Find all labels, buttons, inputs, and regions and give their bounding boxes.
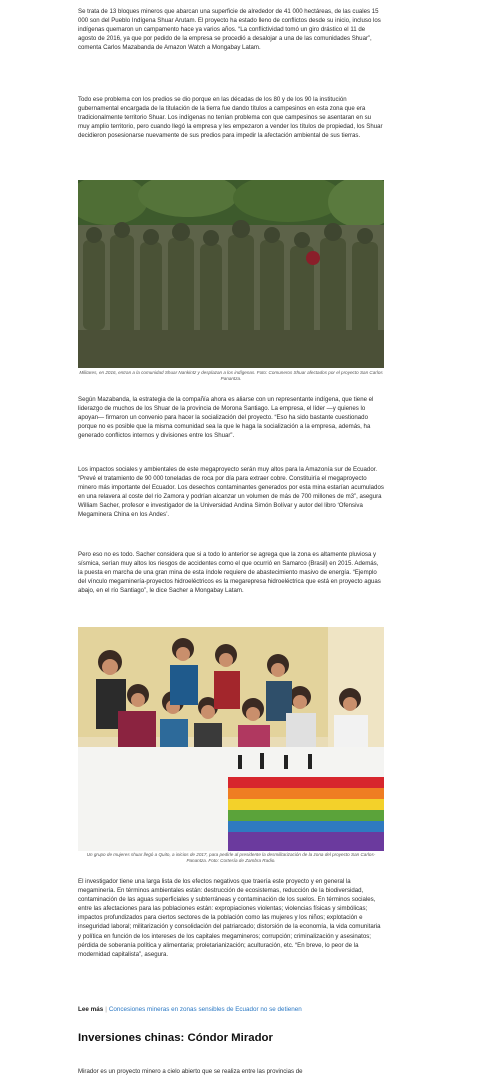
military-photo bbox=[78, 180, 384, 368]
read-more-label: Lee más bbox=[78, 1006, 104, 1013]
paragraph-7: Mirador es un proyecto minero a cielo abierto que se realiza entre las provincias de bbox=[78, 1068, 303, 1075]
paragraph-6: El investigador tiene una larga lista de los efectos negativos que traería este proyecto y en general la megaminería. En términos ambientales están: destrucción de ecosistemas, reducción de la biodiversidad, contaminación de las aguas superficiales y subterráneas y contaminación de los suelos. En términos sociales, entre las afectaciones para las poblaciones están: expropiaciones violentas; violencias físicas y simbólicas; impactos profundizados para ciertos sectores de la población como las mujeres y los niños; explotación e inseguridad laboral; militarización y consolidación del patriarcado; distorsión de la economía, la vida comunitaria y política en función de los intereses de los capitales megamineros; corrupción; criminalización y asesinatos; pérdida de soberanía política y alimentaria; proletarianización; aculturación, etc. “En breve, lo peor de la modernidad capitalista”, asegura. bbox=[78, 878, 381, 958]
read-more bbox=[78, 1005, 302, 1014]
paragraph-3: Según Mazabanda, la estrategia de la compañía ahora es aliarse con un representante indígena, que tiene el liderazgo de muchos de los Shuar de la provincia de Morona Santiago. La empresa, el líder —y quienes lo apoyan— firmaron un convenio para hacer la socialización del proyecto. “Eso ha sido bastante cuestionado porque no es posible que la misma comunidad sea la que le haga la socialización a la empresa, además, ha generado conflictos internos y divisiones entre los Shuar”. bbox=[78, 396, 374, 440]
paragraph-2: Todo ese problema con los predios se dio porque en las décadas de los 80 y de los 90 la institución gubernamental encargada de la titulación de la tierra fue dando títulos a campesinos en esta zona que era tradicionalmente territorio Shuar. Los indígenas no tenían problema con que campesinos se asentaran en su muy amplio territorio, pero cuando llegó la empresa y les empezaron a vender los títulos de propiedad, los Shuar decidieron posesionarse nuevamente de sus predios para impedir la afectación ambiental de sus tierras. bbox=[78, 96, 383, 140]
photo-caption-2: Un grupo de mujeres shuar llegó a Quito, a inicios de 2017, para pedirle al presidente la desmilitarización de la zona del proyecto San Carlos-Panantza. Foto: Cortesía de Zambra Radio. bbox=[86, 852, 376, 864]
section-heading: Inversiones chinas: Cóndor Mirador bbox=[78, 1032, 273, 1044]
read-more-link[interactable]: Concesiones mineras en zonas sensibles de Ecuador no se detienen bbox=[108, 1006, 302, 1013]
paragraph-1: Se trata de 13 bloques mineros que abarcan una superficie de alrededor de 41 000 hectáreas, de las cuales 15 000 son del Pueblo Indígena Shuar Arutam. El proyecto ha estado lleno de conflictos desde su inicio, incluso los indígenas quemaron un campamento hace ya varios años. “La conflictividad tomó un giro drástico el 11 de agosto de 2016, ya que por pedido de la empresa se procedió a desalojar a una de las comunidades Shuar”, comenta Carlos Mazabanda de Amazon Watch a Mongabay Latam. bbox=[78, 8, 381, 52]
read-more-separator: | bbox=[105, 1006, 107, 1013]
shuar-women-photo bbox=[78, 627, 384, 851]
paragraph-4: Los impactos sociales y ambientales de este megaproyecto serán muy altos para la Amazonía sur de Ecuador. “Prevé el tratamiento de 90 000 toneladas de roca por día para extraer cobre. Constituiría el megaproyecto minero más importante del Ecuador. Los desechos contaminantes generados por esta mina estarían acumulados en una relavera al coste del río Zamora y podrían alcanzar un volumen de más de 700 millones de m3”, asegura William Sacher, profesor e investigador de la Universidad Andina Simón Bolívar y autor del libro ‘Ofensiva Megaminera China en los Andes’. bbox=[78, 466, 384, 519]
paragraph-5: Pero eso no es todo. Sacher considera que si a todo lo anterior se agrega que la zona es altamente pluviosa y sísmica, serían muy altos los riesgos de accidentes como el que ocurrió en Samarco (Brasil) en 2015. Además, la puesta en marcha de una gran mina de esta índole requiere de abastecimiento masivo de energía. “Ejemplo del vínculo megaminería-proyectos hidroeléctricos es la megarepresa hidroeléctrica que está en proyecto aguas abajo, en el río Santiago”, le dice Sacher a Mongabay Latam. bbox=[78, 551, 381, 595]
photo-caption-1: Militares, en 2016, entran a la comunidad Shuar Nankintz y desplazan a los indígenas. Foto: Comuneros Shuar afectados por el proyecto San Carlos Panantza. bbox=[79, 370, 383, 382]
